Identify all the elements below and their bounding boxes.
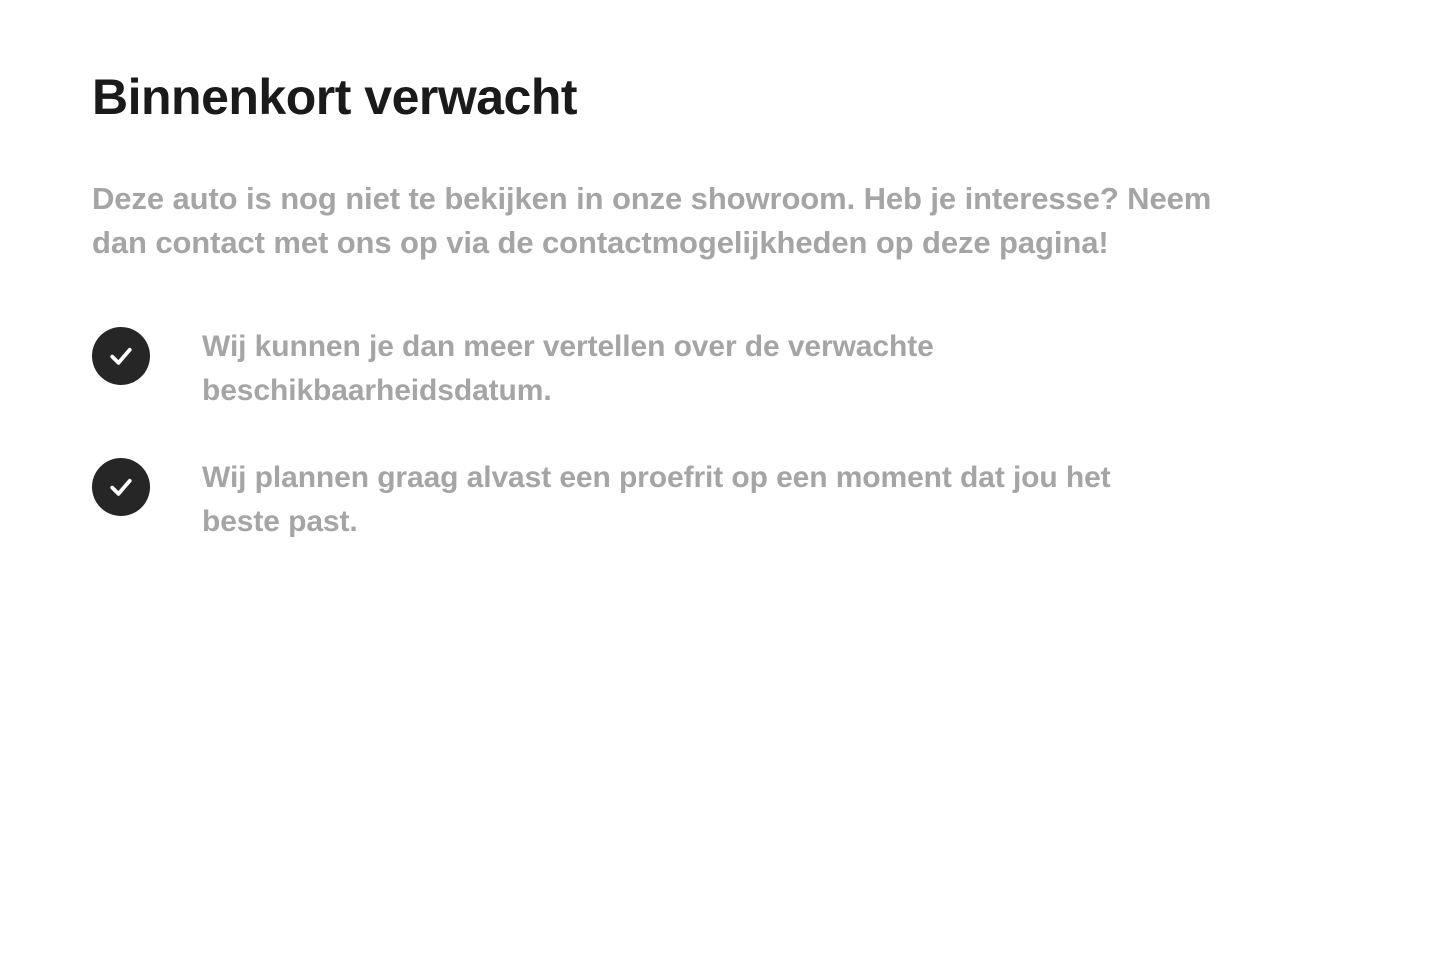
- list-item: [92, 325, 1348, 412]
- page-title: Binnenkort verwacht: [92, 69, 578, 125]
- check-circle-icon: [92, 327, 150, 385]
- check-circle-icon: [92, 458, 150, 516]
- list-item: [92, 456, 1348, 543]
- benefit-text: Wij plannen graag alvast een proefrit op een moment dat jou het beste past.: [202, 461, 1111, 538]
- benefit-text: Wij kunnen je dan meer vertellen over de verwachte beschikbaarheidsdatum.: [202, 330, 934, 407]
- intro-paragraph: Deze auto is nog niet te bekijken in onze showroom. Heb je interesse? Neem dan contact met ons op via de contactmogelijkheden op deze pagina!: [92, 181, 1212, 261]
- benefits-list: [92, 325, 1348, 543]
